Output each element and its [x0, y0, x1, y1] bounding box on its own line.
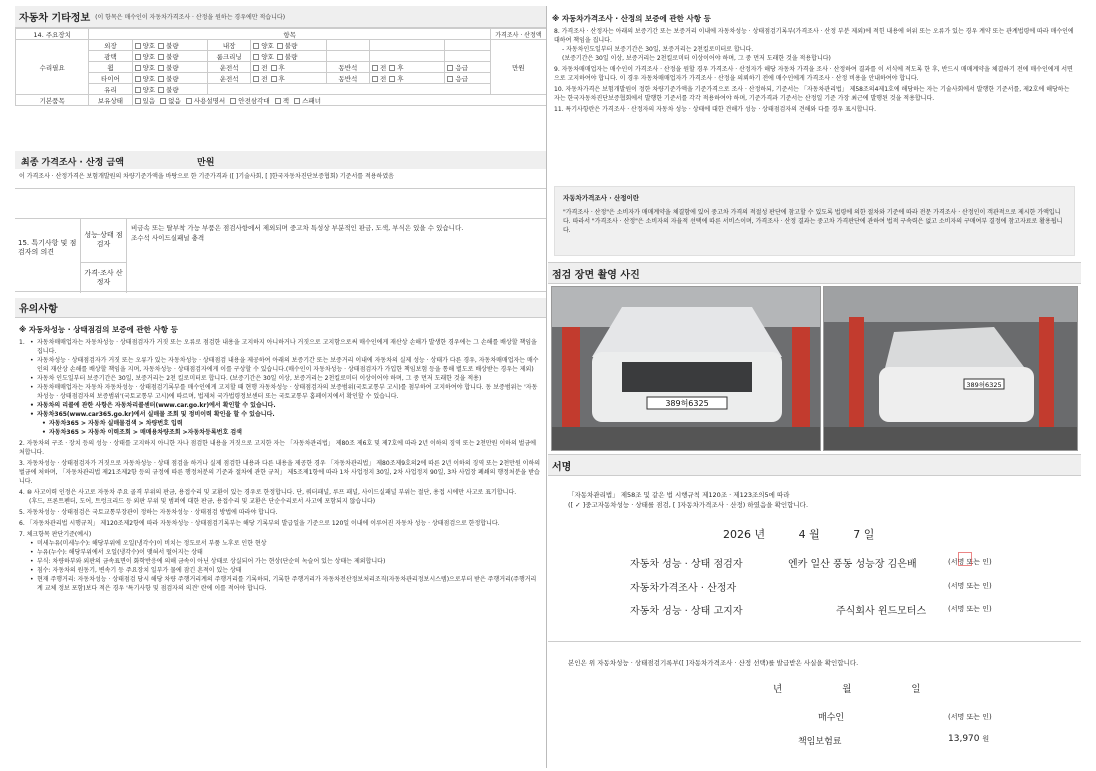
option-cell[interactable]: 양호 불량: [132, 84, 208, 95]
info-box-text: "가격조사 · 산정"은 소비자가 매매계약을 체결함에 있어 중고차 가격의 적절성 판단에 참고할 수 있도록 법령에 의한 절차와 기준에 따라 전문 가격조사 · 산정인이 객관적으로 제시한 가액입니다. 따라서 "가격조사 · 산정"은 소비자의 자율적 선택에 따른 서비스이며, 가격조사 · 산정 결과는 중고차 가격판단에 관하여 법적 구속력은 없고 소비자의 구매여부 결정에 참고자료로 활용됩니다.: [563, 209, 1063, 234]
option-cell[interactable]: 전 후: [369, 62, 445, 73]
license-plate-2: 389허6325: [966, 381, 1002, 389]
option-cell[interactable]: 응급: [445, 73, 490, 84]
appraiser-signature: (서명 또는 인): [948, 582, 992, 590]
sign-date: 2026 년 4 월 7 일: [723, 528, 875, 541]
signature-section-title: 서명: [548, 454, 1081, 476]
option-cell[interactable]: 양호 불량: [132, 51, 208, 62]
row-label: 운전석: [208, 62, 251, 73]
sign-statement: 「자동차관리법」 제58조 및 같은 법 시행규칙 제120조 · 제123조의5에 따라 ([ ✓ ]중고자동차성능 · 상태를 점검, [ ]자동차가격조사 · 산정) 하였음을 확인합니다.: [568, 491, 809, 509]
option-cell[interactable]: 응급: [445, 62, 490, 73]
insurance-fee: 13,970 원: [948, 734, 990, 744]
other-info-header: [15, 6, 546, 28]
row-label: 동반석: [326, 62, 369, 73]
option-cell[interactable]: 양호 불량: [132, 40, 208, 51]
issue-date: 년 월 일: [773, 684, 921, 695]
signature-section: [548, 476, 1081, 768]
buyer-signature: (서명 또는 인): [948, 713, 992, 721]
repair-label: 수리필요: [16, 40, 89, 95]
insurance-fee-label: 책임보험료: [798, 737, 842, 747]
final-price-section: [15, 151, 546, 189]
final-price-note: 이 가격조사 · 산정가격은 보험개발원의 차량기준가액을 바탕으로 한 기준가격과 ([ ]기술사회, [ ]한국자동차진단보증협회) 기준서를 적용하였음: [19, 173, 394, 180]
notes-subtitle: ※ 자동차성능 · 상태점검의 보증에 관한 사항 등: [19, 325, 178, 334]
row-label: 광택: [89, 51, 132, 62]
col-header-item: 14. 주요장치: [16, 29, 89, 40]
info-box-title: 자동차가격조사 · 산정이란: [563, 194, 640, 202]
license-plate-1: 389허6325: [665, 399, 709, 408]
col-header-price: 가격조사 · 산정액: [490, 29, 546, 40]
option-cell[interactable]: 양호 불량: [251, 40, 327, 51]
notifier-row-label: 자동차 성능 · 상태 고지자: [630, 606, 743, 617]
section-note: (이 항목은 매수인이 자동차가격조사 · 산정을 원하는 경우에만 적습니다): [95, 14, 286, 21]
col-header-hang: 항목: [89, 29, 490, 40]
inspector-name: 엔카 일산 풍동 성능장 김은배: [788, 559, 917, 570]
price-unit: 만원: [490, 40, 546, 95]
seal-stamp: [958, 552, 972, 566]
row-label: 내장: [208, 40, 251, 51]
row-label: 운전석: [208, 73, 251, 84]
special-notes-label: 15. 특기사항 및 점검자의 의견: [15, 219, 81, 293]
right-title: ※ 자동차가격조사 · 산정의 보증에 관한 사항 등: [552, 14, 711, 23]
inspector-row-label: 자동차 성능 · 상태 점검자: [630, 559, 743, 570]
option-cell[interactable]: 전 후: [251, 62, 327, 73]
right-column: [548, 6, 1081, 768]
appraiser-row-label: 자동차가격조사 · 산정자: [630, 583, 737, 594]
appraisal-info-box: [554, 186, 1075, 256]
notes-title: 유의사항: [15, 298, 546, 318]
row-label: 동반석: [326, 73, 369, 84]
rear-photo: [823, 286, 1078, 451]
basic-label: 기본품목: [16, 95, 89, 106]
options-table: [15, 28, 547, 106]
option-cell[interactable]: 양호 불량: [132, 62, 208, 73]
left-column: [15, 6, 547, 768]
inspector-opinion: 비금속 또는 탈부착 가능 부품은 점검사항에서 제외되며 중고차 특성상 부분적인 판금, 도색, 부식은 있을 수 있습니다. 조수석 사이드실패널 충격: [131, 224, 464, 242]
final-price-title: 최종 가격조사 · 산정 금액: [21, 158, 124, 168]
row-label: 외장: [89, 40, 132, 51]
row-label: 룸크리닝: [208, 51, 251, 62]
guarantee-body: 8. 가격조사 · 산정자는 아래의 보증기간 또는 보증거리 이내에 자동차성능 · 상태점검기록부(가격조사 · 산정 부분 제외)에 적힌 내용에 허위 또는 오류가 있는 경우 계약 또는 관계법령에 따라 매수인에 대하여 책임을 집니다. - 자동차인도일부터 보증기간은 30일, 보증거리는 2천킬로미터로 합니다. (보증기간은 30일 이상, 보증거리는 2천킬로미터 이상이어야 하며, 그 중 먼저 도래한 것을 적용합니다) 9. 자동차매매업자는 매수인이 가격조사 · 산정을 원할 경우 가격조사 · 산정자가 해당 자동차 가격을 조사 · 산정하여 결과를 이 서식에 적도록 한 후, 반드시 매매계약을 체결하기 전에 매수인에게 서면으로 고지하여야 합니다. 이 경우 자동차매매업자가 가격조사 · 산정을 의뢰하기 전에 매수인에게 가격조사 · 산정 비용을 안내하여야 합니다. 10. 자동차가격은 보험개발원이 정한 차량기준가액을 기준가격으로 조사 · 산정하되, 기준서는 「자동차관리법」 제58조의4제1호에 해당하는 자는 기술사회에서 발행한 기준서를, 제2호에 해당하는 자는 한국자동차진단보증협회에서 발행한 기준서를 각각 적용하여야 하며, 기준가격과 기준서는 산정일 기준 가장 최근에 발행된 것을 적용합니다. 11. 특기사항란은 가격조사 · 산정자의 자동차 성능 · 상태에 대한 견해가 성능 · 상태점검자의 견해와 다를 경우 표시합니다.: [554, 28, 1074, 113]
issue-confirm: 본인은 위 자동차성능 · 상태점검기록부([ ]자동차가격조사 · 산정 선택)를 발급받은 사실을 확인합니다.: [568, 659, 859, 667]
final-price-unit: 만원: [197, 158, 215, 168]
row-label: 보유상태: [89, 95, 132, 106]
section-title: 자동차 기타정보: [19, 13, 91, 24]
photo-section-title: 점검 장면 촬영 사진: [548, 262, 1081, 284]
basic-items[interactable]: 있음 없음 사용설명서 안전삼각대 잭 스패너: [132, 95, 546, 106]
notifier-signature: (서명 또는 인): [948, 605, 992, 613]
option-cell[interactable]: 전 후: [251, 73, 327, 84]
row-label: 유리: [89, 84, 132, 95]
row-label: 휠: [89, 62, 132, 73]
option-cell[interactable]: 양호 불량: [132, 73, 208, 84]
engine-photo: [551, 286, 821, 451]
buyer-label: 매수인: [818, 713, 845, 723]
notes-section: [15, 298, 546, 768]
inspector-signature: (서명 또는 인): [948, 558, 992, 566]
special-notes-section: [15, 218, 546, 292]
notes-body: 1. • 자동차매매업자는 자동차성능 · 상태점검자가 거짓 또는 오류로 점검한 내용을 고지하지 아니하거나 거짓으로 고지함으로써 매수인에게 재산상 손해가 발생한 경우에는 그 손해를 배상할 책임을 집니다. • 자동차성능 · 상태점검자가 거짓 또는 오류가 있는 자동차성능 · 상태점검 내용을 제공하여 아래의 보증기간 또는 보증거리 이내에 자동차의 실제 성능 · 상태가 다른 경우, 자동차매매업자는 매수인의 재산상 손해를 배상할 책임을 지며, 자동차성능 · 상태점검자에게 이를 구상할 수 있습니다.(매수인이 자동차성능 · 상태점검자가 가입한 책임보험 등을 통해 별도로 배상받는 경우는 제외) • 자동차 인도일부터 보증기간은 30일, 보증거리는 2천 킬로미터로 합니다. (보증기간은 30일 이상, 보증거리는 2천킬로미터 이상이어야 하며, 그 중 먼저 도래한 것을 적용) • 자동차매매업자는 자동차 자동차성능 · 상태점검기록부를 매수인에게 고지할 때 현행 자동차성능 · 상태점검자의 보증범위(국토교통부 고시)를 첨부하여 고지하여야 합니다. 동 보증범위는 '자동차성능 · 상태점검자의 보증범위'(국토교통부 고시)에 따르며, 법제처 국가법령정보센터 또는 국토교통부 홈페이지에서 확인할 수 있습니다. • 자동차의 리콜에 관한 사항은 자동차리콜센터(www.car.go.kr)에서 확인할 수 있습니다. • 자동차365(www.car365.go.kr)에서 실매물 조회 및 정비이력 확인을 할 수 있습니다. • 자동차365 > 자동차 실매물검색 > 차량번호 입력 • 자동차365 > 자동차 이력조회 > 매매용차량조회 >자동차등록번호 검색 2. 자동차의 구조 · 장치 등의 성능 · 상태를 고지하지 아니한 자나 점검한 내용을 거짓으로 고지한 자는 「자동차관리법」 제80조 제6호 및 제7호에 따라 2년 이하의 징역 또는 2천만원 이하의 벌금에 처합니다. 3. 자동차성능 · 상태점검자가 거짓으로 자동차성능 · 상태 점검을 하거나 실제 점검한 내용과 다른 내용을 제공한 경우 「자동차관리법」 제80조제9호의2에 따른 2년 이하의 징역 또는 2천만원 이하의 벌금에 처하며, 「자동차관리법 제21조제2항 등의 규정에 따른 행정처분의 기준과 절차에 관한 규칙」 제5조제1항에 따라 1차 사업정지 30일, 2차 사업정지 90일, 3차 사업장 폐쇄의 행정처분을 받습니다. 4. ⑩ 사고이력 인정은 사고로 자동차 주요 골격 부위의 판금, 용접수리 및 교환이 있는 경우로 한정합니다. 단, 쿼터패널, 루프 패널, 사이드실패널 부위는 절단, 용접 시에만 사고로 표기합니다. (후드, 프론트펜더, 도어, 트렁크리드 등 외판 부위 및 범퍼에 대한 판금, 용접수리 및 교환은 단순수리로서 사고에 포함되지 않습니다) 5. 자동차성능 · 상태점검은 국토교통부장관이 정하는 자동차성능 · 상태점검 방법에 따라야 합니다. 6. 「자동차관리법 시행규칙」 제120조제2항에 따라 자동차성능 · 상태점검기록부는 해당 기록부의 발급일을 기준으로 120일 이내에 이루어진 자동차 성능 · 상태점검으로 한정합니다. 7. 체크항목 판단기준(예시) • 미세누유(미세누수): 해당부위에 오일(냉각수)이 비치는 정도로서 부품 노후로 인한 현상 • 누유(누수): 해당부위에서 오일(냉각수)이 맺혀서 떨어지는 상태 • 부식: 차량하부와 외판의 금속표면이 화학반응에 의해 금속이 아닌 상태로 상실되어 가는 현상(단순히 녹슬어 있는 상태는 제외합니다) • 침수: 자동차의 원동기, 변속기 등 주요장치 일부가 물에 잠긴 흔적이 있는 상태 • 현재 주행거리: 자동차성능 · 상태점검 당시 해당 차량 주행거리계의 주행거리를 기록하되, 기록한 주행거리가 자동차전산정보처리조직(자동차관리정보시스템)으로부터 받은 주행거리(주행거리계 교체 정보 포함)보다 적은 경우 '특기사항 및 점검자의 의견' 란에 이를 적어야 합니다.: [15, 338, 546, 593]
notifier-name: 주식회사 윈드모터스: [836, 606, 927, 617]
row-label: 타이어: [89, 73, 132, 84]
option-cell[interactable]: 전 후: [369, 73, 445, 84]
inspector-label: 성능·상태 점검자: [81, 219, 127, 263]
option-cell[interactable]: 양호 불량: [251, 51, 327, 62]
appraiser-label: 가격·조사 산정자: [81, 263, 127, 293]
